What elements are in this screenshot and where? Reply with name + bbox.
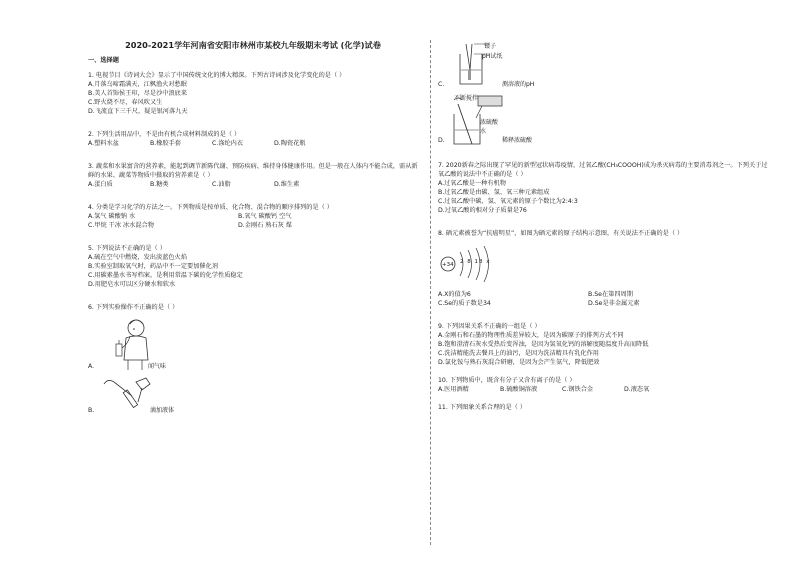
option-d: D.液态氧 [624,386,650,393]
question-stem: 3. 蔬菜和水果富含的营养素，能起到调节新陈代谢、预防疾病、维持身体健康作用。但是一般在人体内不能合成，需从新鲜的水果、蔬菜等物质中摄取的营养素是（ ） [88,163,418,179]
option-a: A.医用酒精 [438,386,469,393]
question-3 [88,162,418,189]
option-b: B.橡胶手套 [150,140,181,147]
option-d-caption: 稀释浓硫酸 [502,137,533,144]
electron-shells: 2 8 18 x [460,259,491,265]
question-4 [88,203,418,230]
option-b: B.Se在第四周期 [588,291,633,298]
option-c: C.油脂 [212,181,231,188]
question-stem: 9. 下列因果关系不正确的一组是（ ） [438,323,541,330]
option-d-letter: D. [438,137,445,144]
question-stem: 11. 下列图象关系合理的是（ ） [438,404,527,411]
option-d: D.氯化铵与熟石灰混合研磨，是因为会产生氨气，降低肥效 [438,359,600,366]
option-d: D.金刚石 熟石灰 煤 [238,222,292,229]
column-divider [430,40,431,545]
question-stem: 10. 下列物质中，既含有分子又含有离子的是（ ） [438,377,576,384]
question-stem: 4. 分类是学习化学的方法之一。下列物质是按单质、化合物、混合物的顺序排列的是（ ） [88,204,333,211]
stir-label: 不断搅拌 [454,95,479,102]
option-c: C.Se的质子数是34 [438,300,491,307]
question-5 [88,244,418,289]
option-a-figure [88,312,418,374]
question-stem: 6. 下列实验操作不正确的是（ ） [88,304,179,311]
question-6 [88,303,418,418]
option-b: B.过氧乙酸是由碳、氢、氧三种元素组成 [438,189,550,196]
option-d: D.飞流直下三千尺，疑是银河落九天 [88,108,188,115]
option-b: B.饱和澄清石灰水受热后变浑浊，是因为氢氧化钙的溶解度随温度升高而降低 [438,341,649,348]
dropper-tube-icon [98,374,158,414]
question-11 [438,403,768,412]
option-a-letter: A. [88,363,95,370]
option-b-figure [88,374,418,418]
question-8 [438,229,768,308]
question-stem: 2. 下列生活用品中，不是由有机合成材料制成的是（ ） [88,131,241,138]
option-c: C.甲烷 干冰 冰水混合物 [88,222,154,229]
option-c: C.涤纶内衣 [212,140,244,147]
option-a: A.硫在空气中燃烧，发出淡蓝色火焰 [88,254,187,261]
option-b: B.糖类 [150,181,169,188]
acid-label: 浓硫酸 [480,119,499,126]
option-c: C.钢铁合金 [562,386,594,393]
option-d: D.Se是非金属元素 [588,300,640,307]
option-a: A.金刚石和石墨的物理性质差异较大，是因为碳原子的排列方式不同 [438,332,624,339]
right-column [438,40,768,412]
question-stem: 8. 硒元素被誉为“抗癌明星”，如图为硒元素的原子结构示意图，有关说法不正确的是（ ） [438,230,684,237]
tweezers-label: 镊子 [484,43,497,50]
option-c: C.野火烧不尽，春风吹又生 [88,99,163,106]
option-b: B.实验室制取氧气时，药品中不一定要加催化剂 [88,263,218,270]
atom-structure-figure [438,238,768,290]
question-stem: 5. 下列说法不正确的是（ ） [88,245,166,252]
question-9 [438,322,768,367]
option-d: D.陶瓷花瓶 [274,140,306,147]
option-d-figure [438,92,768,152]
option-b: B.硫酸铜溶液 [500,386,538,393]
option-c-figure [438,40,768,92]
option-a: A.塑料水盆 [88,140,119,147]
option-c: C.洗洁精能洗去餐具上的油污，是因为洗洁精具有乳化作用 [438,350,599,357]
section-heading: 一、选择题 [88,57,119,64]
option-a: A.过氧乙酸是一种有机物 [438,180,506,187]
option-c: C.过氧乙酸中碳、氢、氧元素的原子个数比为2:4:3 [438,198,578,205]
option-a: A.X的值为6 [438,291,471,298]
option-c: C.用碳素墨水书写档案，是利用常温下碳的化学性质稳定 [88,272,243,279]
option-d: D.过氧乙酸的相对分子质量是76 [438,207,527,214]
question-10 [438,376,768,394]
option-a: A.蛋白质 [88,181,113,188]
ph-paper-label: pH试纸 [482,53,503,60]
question-stem: 7. 2020新春之际出现了罕见的新型冠状病毒疫情，过氧乙酸(CH₃COOOH)成为杀灭病毒的主要消毒剂之一。下列关于过氧乙酸的说法中不正确的是（ ） [438,162,768,178]
option-c-caption: 测溶液的pH [502,81,535,88]
left-column [88,40,418,418]
option-b-letter: B. [88,407,95,414]
option-d: D.用肥皂水可以区分硬水和软水 [88,281,176,288]
question-7 [438,161,768,215]
question-stem: 1. 电视节目《诗词大会》显示了中国传统文化的博大精深。下列古诗词涉及化学变化的是（ ） [88,72,346,79]
option-a-caption: 闻气味 [148,363,167,370]
option-a: A.月落乌啼霜满天，江枫渔火对愁眠 [88,81,187,88]
question-2 [88,130,418,148]
question-1 [88,71,418,116]
water-label: 水 [480,128,487,135]
exam-title: 2020-2021学年河南省安阳市林州市某校九年级期末考试 (化学)试卷 [125,40,381,50]
option-b: B.美人首饰侯王印，尽是沙中浪底来 [88,90,188,97]
option-c-letter: C. [438,81,445,88]
nucleus-charge: +34 [442,262,454,268]
option-b-caption: 滴加液体 [150,407,175,414]
option-a: A.氢气 碳酸钠 水 [88,213,136,220]
option-d: D.维生素 [274,181,300,188]
option-b: B.氧气 碳酸钙 空气 [238,213,292,220]
